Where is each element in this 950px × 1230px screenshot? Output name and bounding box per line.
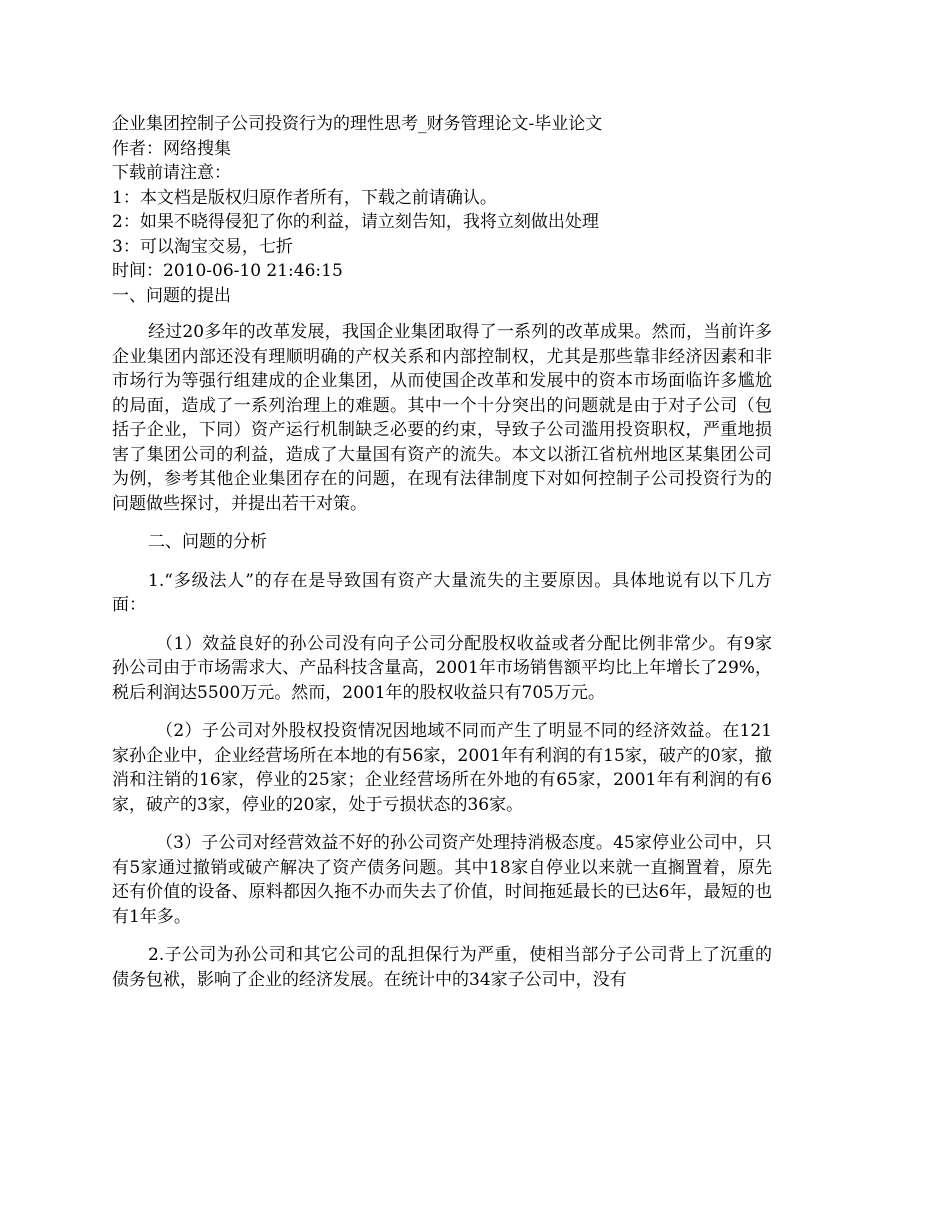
notice-item-1: 1：本文档是版权归原作者所有，下载之前请确认。: [112, 187, 497, 208]
paragraph-5: （3）子公司对经营效益不好的孙公司资产处理持消极态度。45家停业公司中，只有5家通过撤销或破产解决了资产债务问题。其中18家自停业以来就一直搁置着，原先还有价值的设备、原料都因久拖不办而失去了价值，时间拖延最长的已达6年，最短的也有1年多。: [112, 833, 772, 927]
paragraph-2: 1.“多级法人”的存在是导致国有资产大量流失的主要原因。具体地说有以下几方面：: [112, 570, 772, 615]
document-page: [112, 112, 772, 1006]
paragraph-4: （2）子公司对外股权投资情况因地域不同而产生了明显不同的经济效益。在121家孙企业中，企业经营场所在本地的有56家，2001年有利润的有15家，破产的0家，撤消和注销的16家，停业的25家；企业经营场所在外地的有65家，2001年有利润的有6家，破产的3家，停业的20家，处于亏损状态的36家。: [112, 721, 772, 815]
notice-heading: 下载前请注意：: [112, 163, 231, 183]
section-heading-1: 一、问题的提出: [112, 285, 231, 306]
paragraph-3: （1）效益良好的孙公司没有向子公司分配股权收益或者分配比例非常少。有9家孙公司由于市场需求大、产品科技含量高，2001年市场销售额平均比上年增长了29%，税后利润达5500万元。然而，2001年的股权收益只有705万元。: [112, 633, 772, 703]
section-heading-2: 二、问题的分析: [148, 532, 267, 552]
document-title: 企业集团控制子公司投资行为的理性思考_财务管理论文-毕业论文: [112, 114, 603, 134]
notice-item-2: 2：如果不晓得侵犯了你的利益，请立刻告知，我将立刻做出处理: [112, 212, 599, 232]
timestamp-line: 时间：2010-06-10 21:46:15: [112, 261, 343, 281]
notice-item-3: 3：可以淘宝交易，七折: [112, 236, 293, 257]
paragraph-6: 2.子公司为孙公司和其它公司的乱担保行为严重，使相当部分子公司背上了沉重的债务包袱，影响了企业的经济发展。在统计中的34家子公司中，没有: [112, 945, 772, 990]
paragraph-1: 经过20多年的改革发展，我国企业集团取得了一系列的改革成果。然而，当前许多企业集团内部还没有理顺明确的产权关系和内部控制权，尤其是那些靠非经济因素和非市场行为等强行组建成的企业集团，从而使国企改革和发展中的资本市场面临许多尴尬的局面，造成了一系列治理上的难题。其中一个十分突出的问题就是由于对子公司（包括子企业，下同）资产运行机制缺乏必要的约束，导致子公司滥用投资职权，严重地损害了集团公司的利益，造成了大量国有资产的流失。本文以浙江省杭州地区某集团公司为例，参考其他企业集团存在的问题，在现有法律制度下对如何控制子公司投资行为的问题做些探讨，并提出若干对策。: [112, 322, 772, 514]
author-line: 作者：网络搜集: [112, 138, 231, 159]
